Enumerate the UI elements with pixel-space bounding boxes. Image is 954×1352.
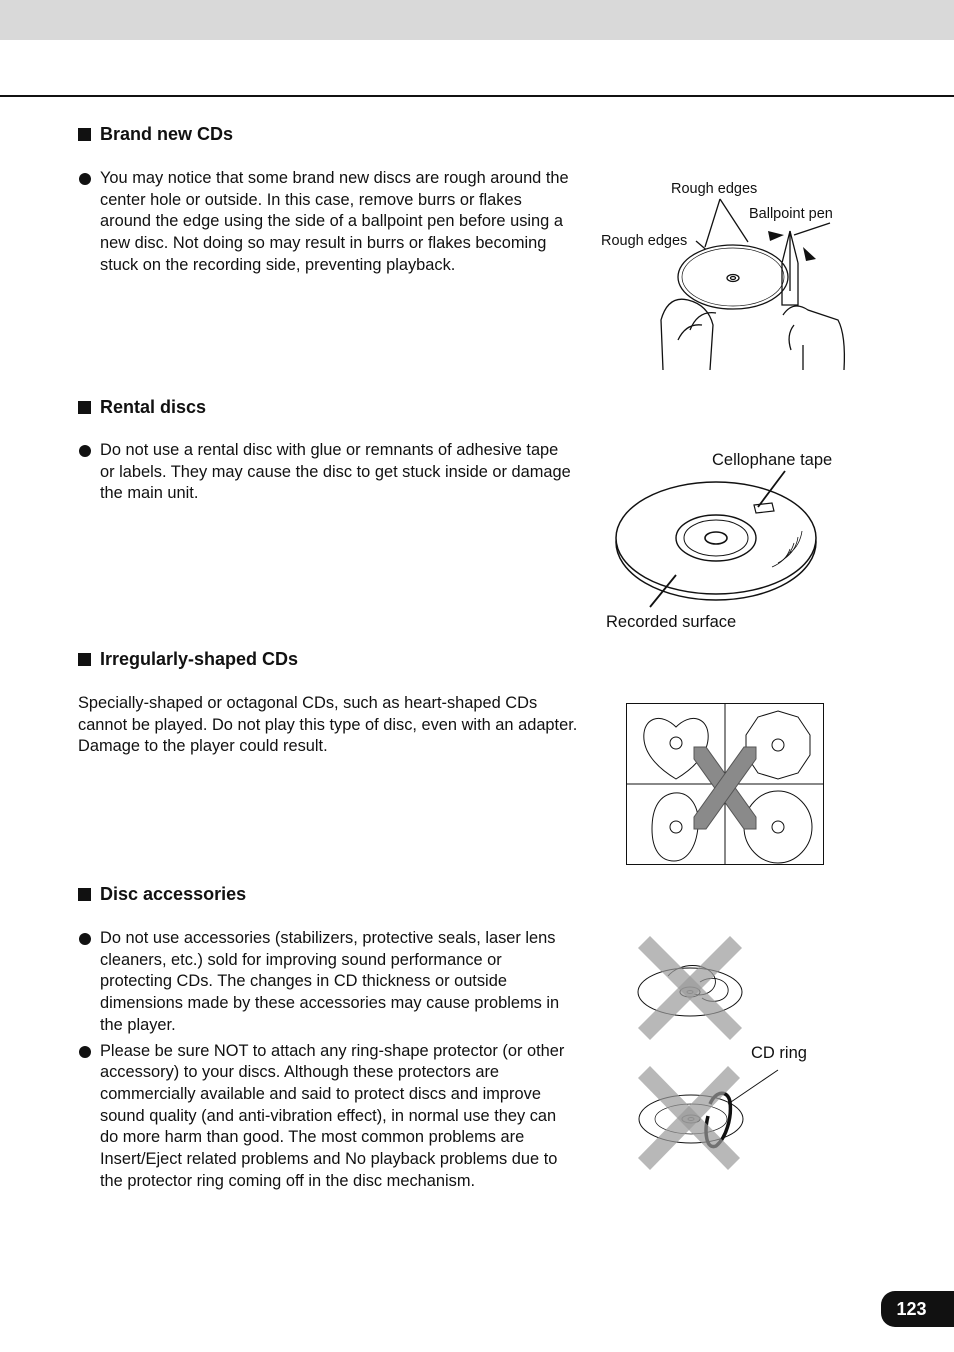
ballpoint-pen-label: Ballpoint pen [749,206,833,222]
section-heading-irregular: Irregularly-shaped CDs [78,649,298,670]
brand-new-bullet-list [78,168,574,281]
square-bullet-icon [78,888,91,901]
round-bullet-icon [79,1046,91,1058]
rental-bullet-list [78,440,574,509]
rental-disc-figure [600,445,850,635]
accessories-figure [630,932,830,1177]
brand-new-disc-figure [598,175,853,375]
square-bullet-icon [78,401,91,414]
header-rule [0,95,954,97]
rough-edges-label-top: Rough edges [671,181,758,197]
list-item: Do not use accessories (stabilizers, protective seals, laser lens cleaners, etc.) sold for improving sound performance or protecting CDs. The changes in CD thickness or outside dimensions made by these accessories may cause problems in the player. [78,928,574,1037]
round-bullet-icon [79,445,91,457]
page-number-tab [881,1291,954,1327]
list-item: You may notice that some brand new discs are rough around the center hole or outside. In this case, remove burrs or flakes around the edge using the side of a ballpoint pen before using a new disc. Not doing so may result in burrs or flakes becoming stuck on the recording side, preventing playback. [78,168,574,277]
square-bullet-icon [78,653,91,666]
square-bullet-icon [78,128,91,141]
section-heading-rental: Rental discs [78,397,206,418]
recorded-surface-label: Recorded surface [606,613,737,631]
round-bullet-icon [79,173,91,185]
list-item: Please be sure NOT to attach any ring-shape protector (or other accessory) to your discs. Although these protectors are commercially available and said to protect discs and improve sound quality (and anti-vibration effect), in normal use they can do more harm than good. The most common problems are Insert/Eject related problems and No playback problems due to the protector ring coming off in the disc mechanism. [78,1041,574,1193]
list-item: Do not use a rental disc with glue or remnants of adhesive tape or labels. They may cause the disc to get stuck inside or damage the main unit. [78,440,574,505]
irregular-shapes-figure [626,703,824,865]
section-heading-brand-new: Brand new CDs [78,124,233,145]
page-number: 123 [896,1298,927,1319]
header-band [0,0,954,40]
accessories-bullet-list [78,928,574,1196]
rough-edges-label-left: Rough edges [601,233,688,249]
cellophane-tape-label: Cellophane tape [712,451,833,469]
irregular-paragraph: Specially-shaped or octagonal CDs, such as heart-shaped CDs cannot be played. Do not play this type of disc, even with an adapter. Damage to the player could result. [78,694,578,756]
section-heading-accessories: Disc accessories [78,884,246,905]
cd-ring-label: CD ring [751,1044,807,1062]
round-bullet-icon [79,933,91,945]
